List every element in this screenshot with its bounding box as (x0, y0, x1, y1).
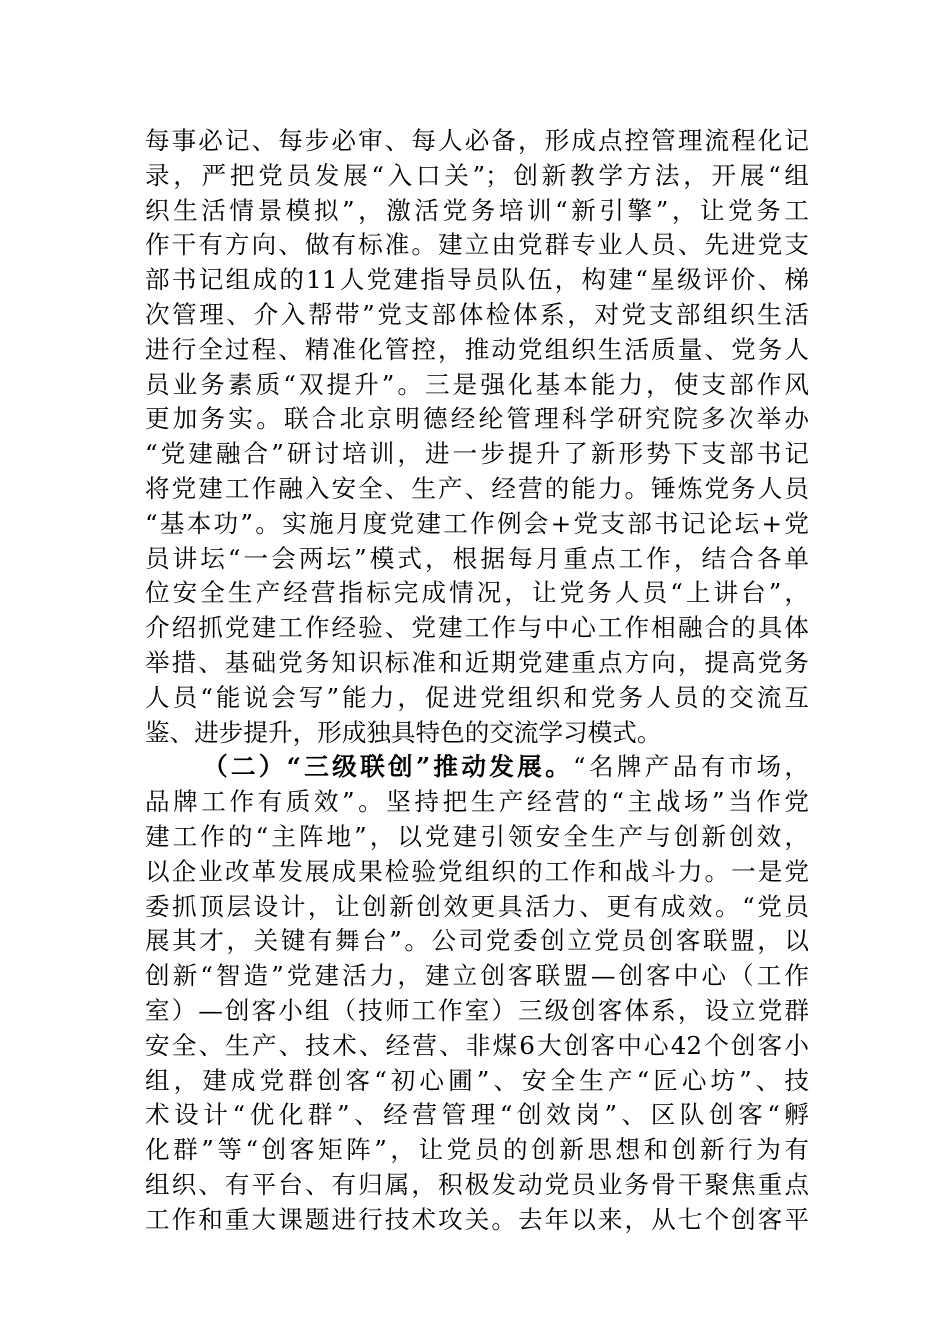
text-line: 次管理、介入帮带”党支部体检体系，对党支部组织生活 (145, 299, 809, 329)
text-line: 员讲坛“一会两坛”模式，根据每月重点工作，结合各单 (145, 543, 809, 573)
text-line: 委抓顶层设计，让创新创效更具活力、更有成效。“党员 (145, 891, 809, 921)
text-line: 建工作的“主阵地”，以党建引领安全生产与创新创效， (145, 821, 809, 851)
text-line: 品牌工作有质效”。坚持把生产经营的“主战场”当作党 (145, 787, 809, 817)
text-line: 工作和重大课题进行技术攻关。去年以来，从七个创客平 (145, 1204, 809, 1234)
text-line: 部书记组成的11人党建指导员队伍，构建“星级评价、梯 (145, 265, 809, 295)
text-line: 织生活情景模拟”，激活党务培训“新引擎”，让党务工 (145, 195, 809, 225)
text-line: “基本功”。实施月度党建工作例会+党支部书记论坛+党 (145, 508, 809, 538)
text-line: 组，建成党群创客“初心圃”、安全生产“匠心坊”、技 (145, 1065, 809, 1095)
text-line: 更加务实。联合北京明德经纶管理科学研究院多次举办 (145, 404, 809, 434)
text-line: 安全、生产、技术、经营、非煤6大创客中心42个创客小 (145, 1030, 809, 1060)
text-line: 员业务素质“双提升”。三是强化基本能力，使支部作风 (145, 369, 809, 399)
text-line: 创新“智造”党建活力，建立创客联盟—创客中心（工作 (145, 961, 809, 991)
text-line: 将党建工作融入安全、生产、经营的能力。锤炼党务人员 (145, 473, 809, 503)
text-line: “名牌产品有市场， (573, 752, 809, 782)
text-line: 录，严把党员发展“入口关”；创新教学方法，开展“组 (145, 160, 809, 190)
text-line: 进行全过程、精准化管控，推动党组织生活质量、党务人 (145, 334, 809, 364)
text-line: 作干有方向、做有标准。建立由党群专业人员、先进党支 (145, 230, 809, 260)
text-line: 室）—创客小组（技师工作室）三级创客体系，设立党群 (145, 995, 809, 1025)
text-line: 展其才，关键有舞台”。公司党委创立党员创客联盟，以 (145, 926, 809, 956)
section-heading-line (145, 750, 809, 785)
text-line: “党建融合”研讨培训，进一步提升了新形势下支部书记 (145, 439, 809, 469)
text-line: 每事必记、每步必审、每人必备，形成点控管理流程化记 (145, 126, 809, 155)
section-heading: （二）“三级联创”推动发展。 (203, 752, 574, 782)
text-line: 人员“能说会写”能力，促进党组织和党务人员的交流互 (145, 682, 809, 712)
text-line: 位安全生产经营指标完成情况，让党务人员“上讲台”， (145, 578, 809, 608)
body-text (145, 124, 809, 1238)
text-line: 术设计“优化群”、经营管理“创效岗”、区队创客“孵 (145, 1100, 809, 1130)
text-line: 化群”等“创客矩阵”，让党员的创新思想和创新行为有 (145, 1135, 809, 1165)
text-line: 以企业改革发展成果检验党组织的工作和战斗力。一是党 (145, 856, 809, 886)
text-line: 鉴、进步提升，形成独具特色的交流学习模式。 (145, 717, 662, 747)
text-line: 介绍抓党建工作经验、党建工作与中心工作相融合的具体 (145, 613, 809, 643)
text-line: 举措、基础党务知识标准和近期党建重点方向，提高党务 (145, 647, 809, 677)
text-line: 组织、有平台、有归属，积极发动党员业务骨干聚焦重点 (145, 1169, 809, 1199)
